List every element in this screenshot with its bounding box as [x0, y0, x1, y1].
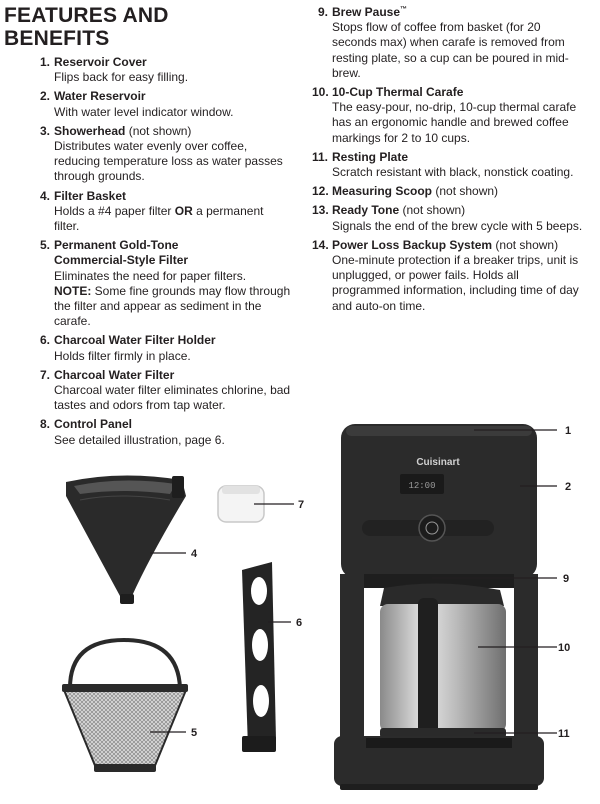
- feature-note: (not shown): [402, 203, 466, 218]
- callout-4: 4: [191, 548, 198, 560]
- clock-display: 12:00: [408, 481, 436, 491]
- filter-holder-illustration: [242, 562, 276, 752]
- feature-number: 4.: [40, 188, 51, 203]
- feature-number: 12.: [312, 184, 329, 199]
- title-line-2: BENEFITS: [4, 27, 110, 50]
- callout-9: 9: [563, 573, 570, 585]
- feature-note: (not shown): [495, 237, 559, 252]
- callout-6: 6: [296, 617, 303, 629]
- feature-number: 7.: [40, 367, 51, 382]
- feature-name: Control Panel: [54, 417, 133, 432]
- feature-desc: See detailed illustration, page 6.: [54, 432, 225, 447]
- feature-name: Water Reservoir: [54, 89, 146, 104]
- feature-desc: Distributes water evenly over coffee, reducing temperature loss as water passes through grounds.: [54, 139, 283, 184]
- note-label: NOTE:: [54, 283, 92, 298]
- feature-name: Charcoal Water Filter: [54, 367, 175, 382]
- filter-basket-illustration: [66, 475, 186, 604]
- feature-number: 3.: [40, 123, 51, 138]
- gold-tone-filter-illustration: [62, 640, 188, 772]
- note-text: Some fine grounds may flow through the filter and appear as sediment in the carafe.: [54, 283, 291, 329]
- feature-number: 10.: [312, 85, 329, 100]
- feature-number: 5.: [40, 238, 51, 253]
- feature-note: (not shown): [128, 123, 192, 138]
- feature-desc: Holds filter firmly in place.: [54, 348, 191, 363]
- feature-number: 11.: [312, 149, 329, 164]
- feature-desc: Scratch resistant with black, nonstick coating.: [332, 165, 574, 180]
- brand-logo: Cuisinart: [416, 457, 460, 468]
- desc-part: Holds a #4 paper filter: [54, 203, 175, 218]
- feature-name: 10-Cup Thermal Carafe: [332, 85, 464, 100]
- feature-name: Resting Plate: [332, 149, 409, 164]
- callout-7: 7: [298, 499, 305, 511]
- trademark: ™: [400, 6, 408, 13]
- callout-5: 5: [191, 727, 198, 739]
- feature-name: Filter Basket: [54, 188, 127, 203]
- feature-name: Reservoir Cover: [54, 55, 147, 69]
- feature-number: 1.: [40, 55, 51, 69]
- feature-name: Ready Tone: [332, 203, 400, 218]
- feature-desc: Stops flow of coffee from basket (for 20 seconds max) when carafe is removed from resting plate, so a cup can be poured in mid-brew.: [332, 20, 569, 80]
- feature-desc: Signals the end of the brew cycle with 5 beeps.: [332, 218, 583, 233]
- feature-number: 9.: [318, 5, 329, 19]
- feature-desc: One-minute protection if a breaker trips, unit is unplugged, or power fails. Holds all programmed information, including time of day and auto-on time.: [332, 253, 579, 313]
- feature-name: Power Loss Backup System: [332, 237, 493, 252]
- feature-number: 6.: [40, 333, 51, 348]
- feature-number: 2.: [40, 89, 51, 104]
- feature-name: Showerhead: [54, 123, 126, 138]
- feature-note: (not shown): [435, 184, 499, 199]
- feature-number: 13.: [312, 203, 329, 218]
- feature-name: Permanent Gold-Tone: [54, 238, 179, 253]
- feature-name: Brew Pause: [332, 5, 401, 19]
- callout-1: 1: [565, 425, 572, 437]
- feature-name: Charcoal Water Filter Holder: [54, 333, 216, 348]
- desc-part: a permanent filter.: [54, 203, 264, 234]
- feature-name: Measuring Scoop: [332, 184, 433, 199]
- feature-desc: Flips back for easy filling.: [54, 70, 189, 85]
- feature-desc: Eliminates the need for paper filters.: [54, 268, 247, 283]
- feature-number: 14.: [312, 237, 329, 252]
- coffee-maker-illustration: [334, 424, 544, 790]
- title-line-1: FEATURES AND: [4, 4, 169, 27]
- feature-desc: The easy-pour, no-drip, 10-cup thermal carafe has an ergonomic handle and brewed coffee markings for 2 to 10 cups.: [332, 100, 577, 145]
- callout-10: 10: [558, 642, 571, 654]
- feature-desc: Charcoal water filter eliminates chlorine, bad tastes and odors from tap water.: [54, 383, 291, 413]
- callout-11: 11: [558, 728, 570, 740]
- feature-name-line-2: Commercial-Style Filter: [54, 253, 189, 268]
- feature-desc: With water level indicator window.: [54, 104, 234, 119]
- callout-2: 2: [565, 481, 572, 493]
- desc-emphasis: OR: [174, 203, 193, 218]
- feature-number: 8.: [40, 417, 51, 432]
